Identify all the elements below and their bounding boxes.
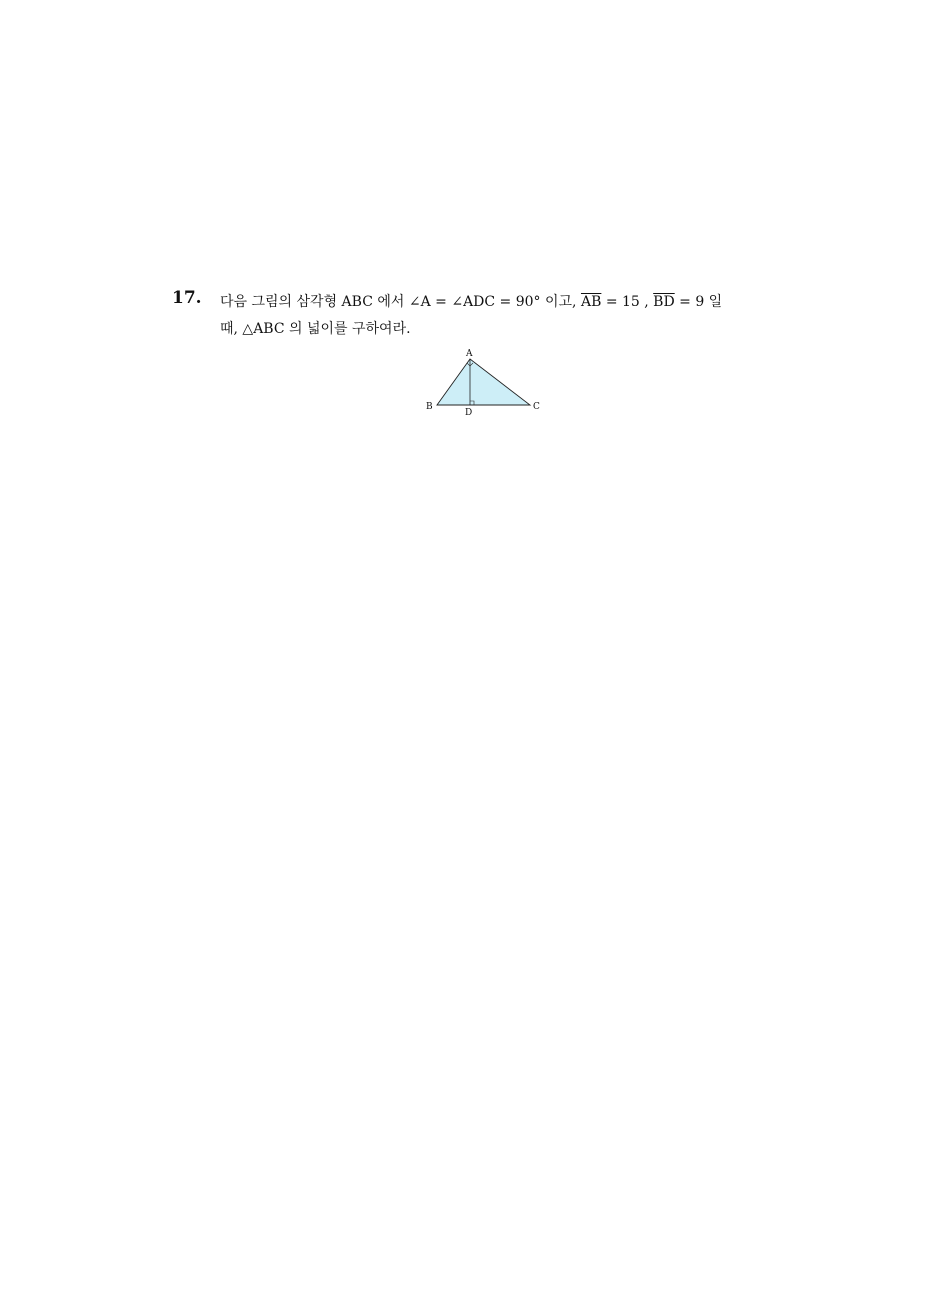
segment-bd: $\overline{BD}$ [653, 294, 675, 310]
statement-part-3: = 9 일 [674, 294, 723, 310]
problem-number: 17. [172, 288, 202, 308]
problem-statement [220, 289, 760, 343]
segment-ab: $\overline{AB}$ [580, 294, 602, 310]
statement-part-1: 다음 그림의 삼각형 ABC 에서 ∠A = ∠ADC = 90° 이고, [220, 294, 581, 310]
vertex-label-c: C [533, 402, 540, 412]
statement-part-2: = 15 , [601, 294, 654, 310]
triangle-figure [420, 346, 550, 420]
vertex-label-b: B [426, 402, 433, 412]
statement-line-2: 때, △ABC 의 넓이를 구하여라. [220, 321, 411, 337]
vertex-label-d: D [465, 408, 473, 418]
triangle-abc [437, 359, 530, 405]
vertex-label-a: A [466, 349, 473, 359]
